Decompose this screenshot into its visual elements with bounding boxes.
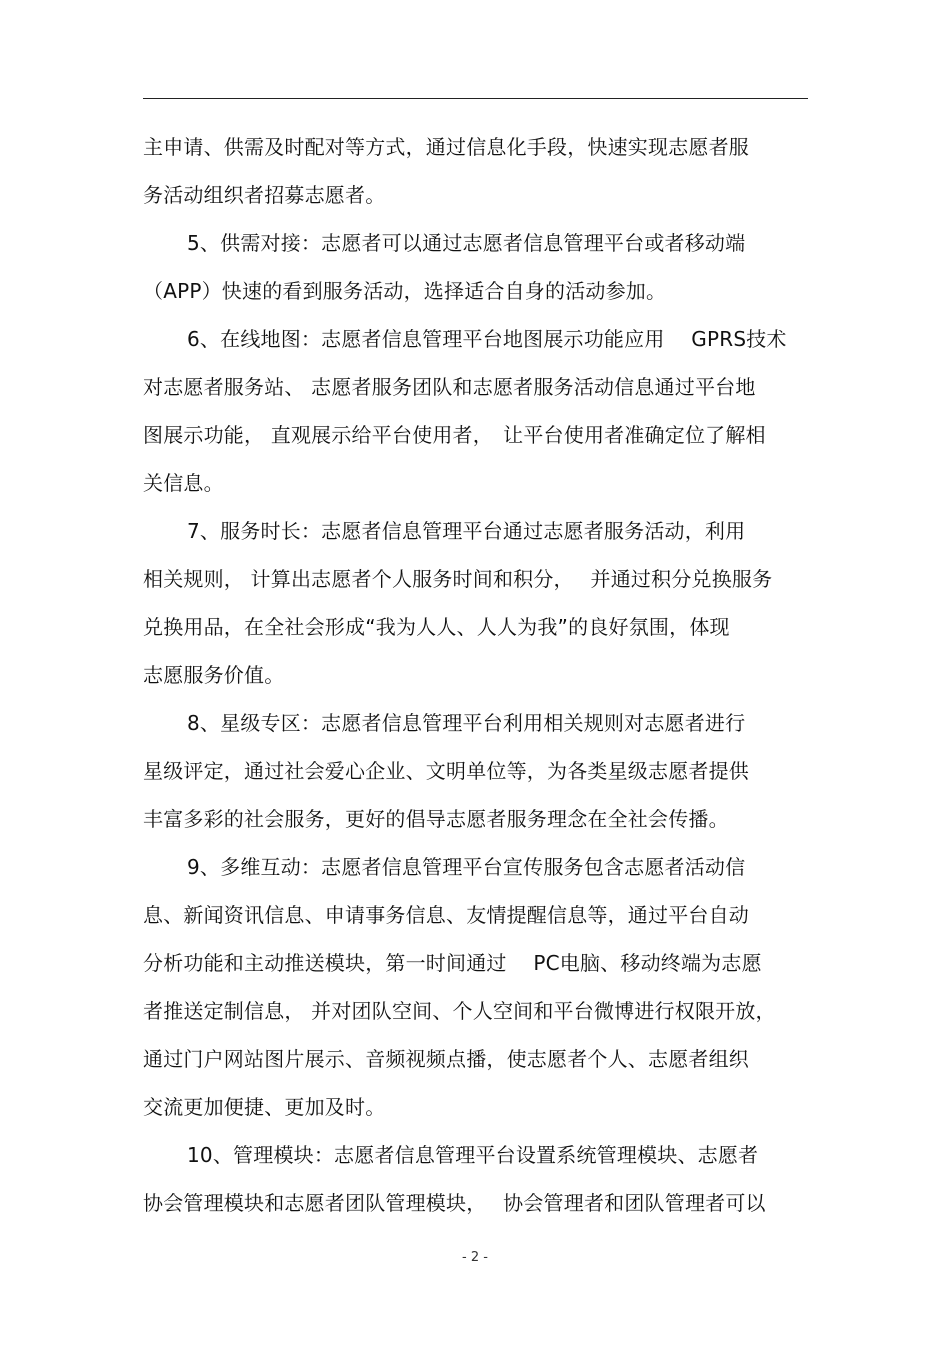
text-line: 关信息。 bbox=[143, 471, 224, 495]
text-line: 5、供需对接：志愿者可以通过志愿者信息管理平台或者移动端 bbox=[187, 231, 746, 255]
text-line: 8、星级专区：志愿者信息管理平台利用相关规则对志愿者进行 bbox=[187, 711, 746, 735]
text-line: 务活动组织者招募志愿者。 bbox=[143, 183, 386, 207]
text-line: 交流更加便捷、更加及时。 bbox=[143, 1095, 386, 1119]
text-line: 主申请、供需及时配对等方式，通过信息化手段，快速实现志愿者服 bbox=[143, 135, 749, 159]
text-line: （APP）快速的看到服务活动，选择适合自身的活动参加。 bbox=[143, 279, 667, 303]
text-line: 9、多维互动：志愿者信息管理平台宣传服务包含志愿者活动信 bbox=[187, 855, 746, 879]
text-line: 息、新闻资讯信息、申请事务信息、友情提醒信息等，通过平台自动 bbox=[143, 903, 749, 927]
text-line: 图展示功能， 直观展示给平台使用者， 让平台使用者准确定位了解相 bbox=[143, 423, 766, 447]
text-line: 通过门户网站图片展示、音频视频点播，使志愿者个人、志愿者组织 bbox=[143, 1047, 749, 1071]
text-line: 7、服务时长：志愿者信息管理平台通过志愿者服务活动，利用 bbox=[187, 519, 746, 543]
text-line: 兑换用品，在全社会形成“我为人人、人人为我”的良好氛围，体现 bbox=[143, 615, 730, 639]
text-line: 分析功能和主动推送模块，第一时间通过 PC电脑、移动终端为志愿 bbox=[143, 951, 762, 975]
text-line: 协会管理模块和志愿者团队管理模块， 协会管理者和团队管理者可以 bbox=[143, 1191, 766, 1215]
text-line: 相关规则， 计算出志愿者个人服务时间和积分， 并通过积分兑换服务 bbox=[143, 567, 773, 591]
text-line: 10、管理模块：志愿者信息管理平台设置系统管理模块、志愿者 bbox=[187, 1143, 759, 1167]
text-line: 丰富多彩的社会服务，更好的倡导志愿者服务理念在全社会传播。 bbox=[143, 807, 729, 831]
text-line: 志愿服务价值。 bbox=[143, 663, 285, 687]
text-line: 对志愿者服务站、 志愿者服务团队和志愿者服务活动信息通过平台地 bbox=[143, 375, 756, 399]
header-rule bbox=[143, 98, 808, 99]
text-line: 6、在线地图：志愿者信息管理平台地图展示功能应用 GPRS技术 bbox=[187, 327, 787, 351]
text-line: 者推送定制信息， 并对团队空间、个人空间和平台微博进行权限开放， bbox=[143, 999, 776, 1023]
page-number: - 2 - bbox=[462, 1250, 488, 1265]
text-line: 星级评定，通过社会爱心企业、文明单位等，为各类星级志愿者提供 bbox=[143, 759, 749, 783]
